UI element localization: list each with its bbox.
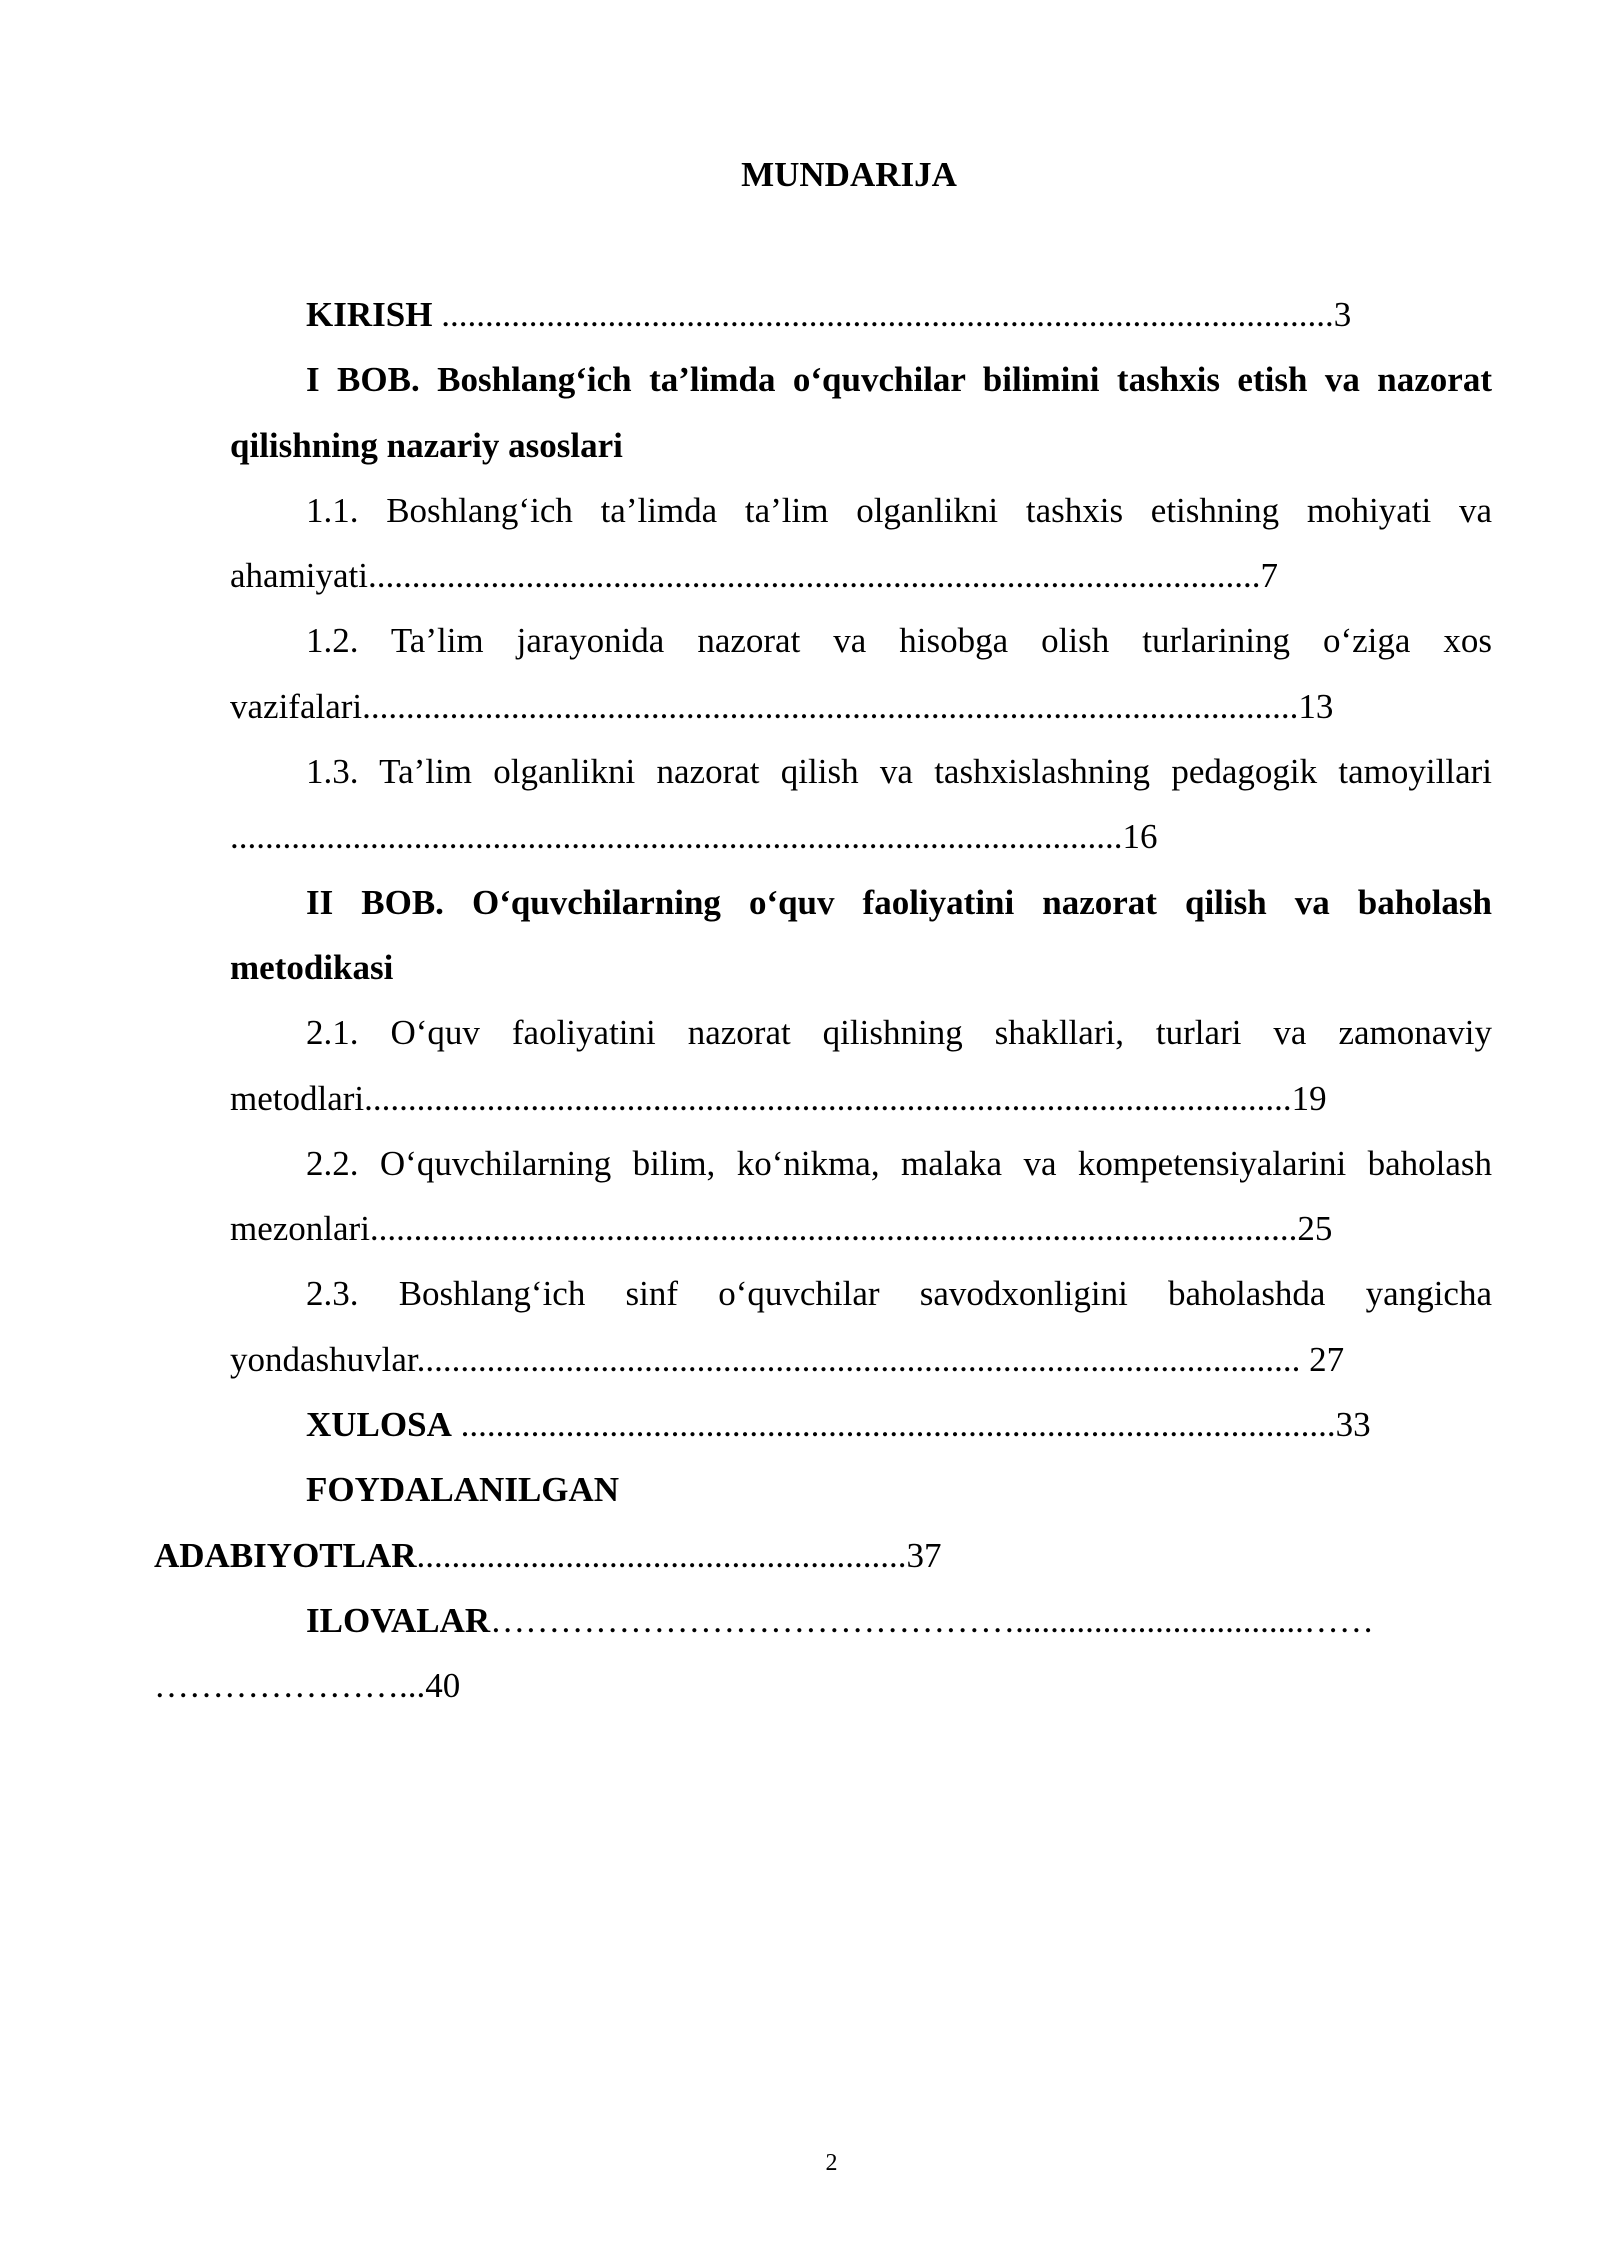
toc-section-2-1[interactable]: 2.1. O‘quv faoliyatini nazorat qilishning shakllari, turlari va zamonaviy metodlari..........................................................................................................19 (230, 1013, 1492, 1118)
toc-entry-foydalanilgan-leader: ........................................................37 (416, 1535, 942, 1575)
toc-section-1-1[interactable]: 1.1. Boshlang‘ich ta’limda ta’lim olganlikni tashxis etishning mohiyati va ahamiyati......................................................................................................7 (230, 490, 1492, 596)
toc-entry-ilovalar-leader: ……………………………………….................................…… (490, 1600, 1374, 1640)
toc-section-2-3[interactable]: 2.3. Boshlang‘ich sinf o‘quvchilar savodxonligini baholashda yangicha yondashuvlar..................................................................................................... 27 (230, 1274, 1492, 1379)
toc-section-1-2[interactable]: 1.2. Ta’lim jarayonida nazorat va hisobga olish turlarining o‘ziga xos vazifalari...........................................................................................................13 (230, 621, 1492, 726)
page-number: 2 (825, 2150, 838, 2176)
toc-entry-foydalanilgan-label-line2: ADABIYOTLAR (154, 1535, 417, 1575)
toc-entry-foydalanilgan[interactable] (154, 1457, 1492, 1588)
page-title: MUNDARIJA (741, 155, 957, 194)
toc-entry-foydalanilgan-label-line1: FOYDALANILGAN (306, 1470, 620, 1510)
toc-entry-kirish[interactable] (230, 282, 1492, 347)
toc-entry-xulosa[interactable] (230, 1392, 1492, 1457)
toc-section-1-3[interactable]: 1.3. Ta’lim olganlikni nazorat qilish va tashxislashning pedagogik tamoyillari ......................................................................................................16 (230, 752, 1492, 857)
toc-entry-kirish-leader: ......................................................................................................3 (432, 295, 1352, 334)
toc-entry-ilovalar-continuation: …………………...40 (154, 1666, 461, 1706)
toc-entry-xulosa-label: XULOSA (306, 1405, 452, 1445)
toc-chapter-2-heading[interactable]: II BOB. O‘quvchilarning o‘quv faoliyatini nazorat qilish va baholash metodikasi (230, 882, 1492, 987)
toc-entry-ilovalar-label: ILOVALAR (306, 1600, 491, 1640)
toc-entry-xulosa-leader: ....................................................................................................33 (451, 1405, 1371, 1445)
toc-entry-ilovalar[interactable] (154, 1588, 1492, 1719)
toc-chapter-1-heading[interactable]: I BOB. Boshlang‘ich ta’limda o‘quvchilar bilimini tashxis etish va nazorat qilishning nazariy asoslari (230, 360, 1492, 465)
toc-entry-kirish-label: KIRISH (306, 295, 433, 334)
toc-section-2-2[interactable]: 2.2. O‘quvchilarning bilim, ko‘nikma, malaka va kompetensiyalarini baholash mezonlari..........................................................................................................25 (230, 1143, 1492, 1249)
table-of-contents (154, 282, 1492, 1719)
